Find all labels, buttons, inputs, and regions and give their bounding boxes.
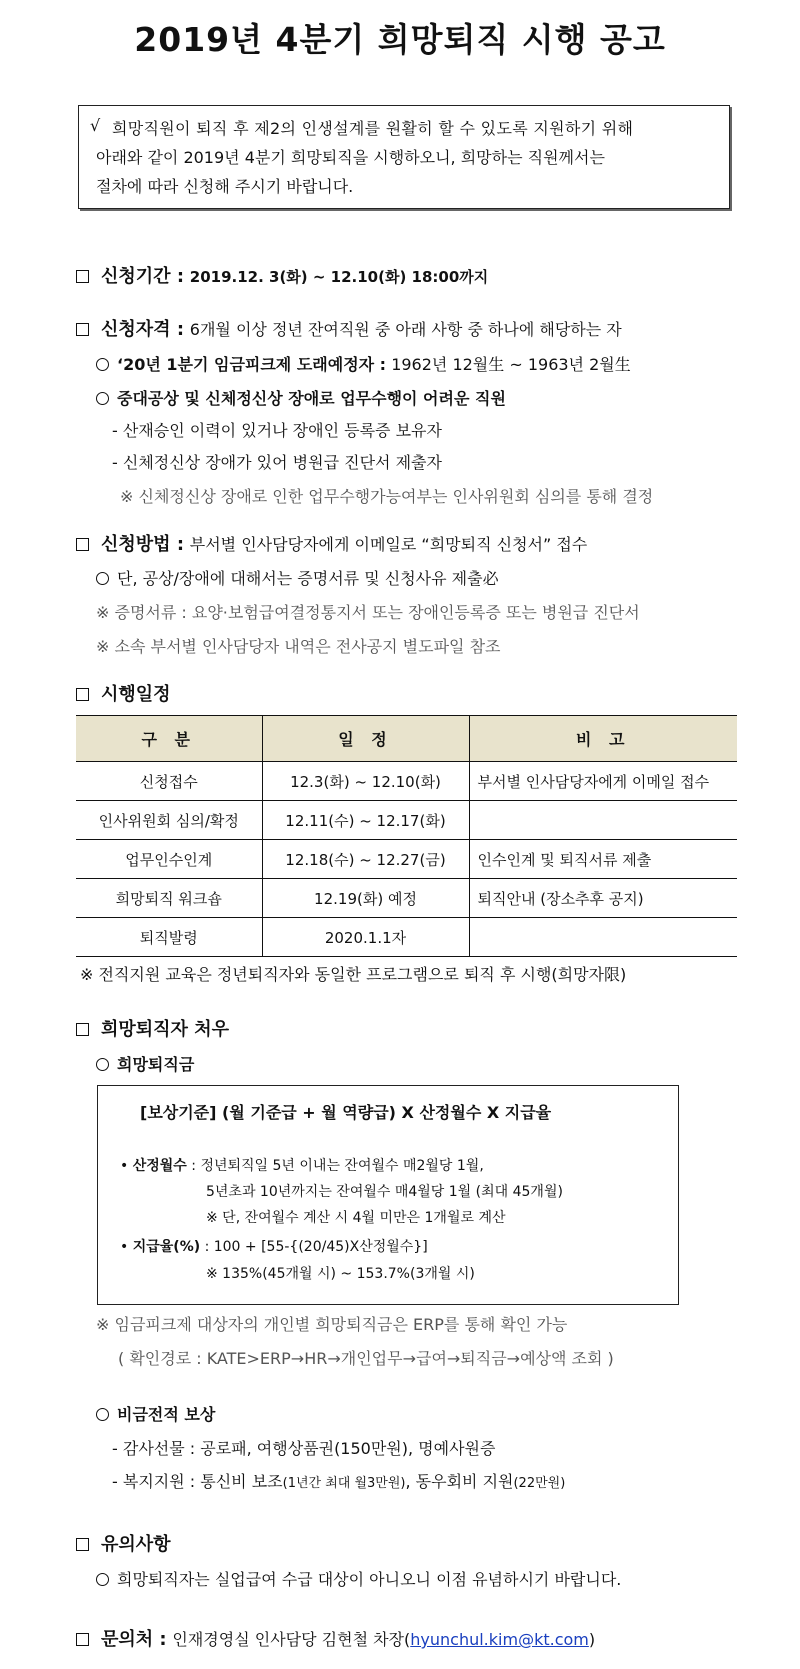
caution-label: 유의사항 [101, 1534, 171, 1555]
cell-category: 희망퇴직 워크숍 [76, 879, 262, 918]
method-section [76, 530, 587, 556]
cell-remark [469, 918, 737, 957]
schedule-note: ※ 전직지원 교육은 정년퇴직자와 동일한 프로그램으로 퇴직 후 시행(희망자限) [80, 965, 627, 984]
method-item-1 [96, 566, 499, 589]
severance-pay-heading [96, 1052, 194, 1075]
circle-bullet-icon [96, 392, 109, 405]
severance-pay-label: 희망퇴직금 [117, 1055, 195, 1074]
checkbox-square-icon [76, 1538, 89, 1551]
schedule-table [76, 715, 737, 957]
method-value: 부서별 인사담당자에게 이메일로 “희망퇴직 신청서” 접수 [189, 535, 588, 554]
caution-section [76, 1530, 171, 1556]
method-note-2: ※ 소속 부서별 인사담당자 내역은 전사공지 별도파일 참조 [96, 637, 501, 656]
cell-date: 12.19(화) 예정 [262, 879, 469, 918]
eligibility-section [76, 315, 622, 341]
circle-bullet-icon [96, 1408, 109, 1421]
cell-date: 2020.1.1자 [262, 918, 469, 957]
table-row [76, 840, 737, 879]
cell-date: 12.18(수) ~ 12.27(금) [262, 840, 469, 879]
intro-check-mark: √ [90, 116, 101, 135]
contact-email-link[interactable]: hyunchul.kim@kt.com [410, 1630, 589, 1649]
column-header-category: 구 분 [76, 716, 262, 762]
benefits-section [76, 1015, 229, 1041]
cell-remark: 인수인계 및 퇴직서류 제출 [469, 840, 737, 879]
checkbox-square-icon [76, 688, 89, 701]
months-label: 산정월수 [132, 1158, 187, 1174]
nonmonetary-heading [96, 1402, 215, 1425]
nonmonetary-item-2-b: (1년간 최대 월3만원) [282, 1476, 406, 1491]
eligibility-note: ※ 신체정신상 장애로 인한 업무수행가능여부는 인사위원회 심의를 통해 결정 [120, 487, 654, 506]
caution-item-1-text: 희망퇴직자는 실업급여 수급 대상이 아니오니 이점 유념하시기 바랍니다. [117, 1570, 622, 1589]
nonmonetary-item-2-d: (22만원) [513, 1476, 566, 1491]
eligibility-item-2 [96, 386, 506, 409]
column-header-remarks: 비 고 [469, 716, 737, 762]
rate-label: 지급율(%) [132, 1239, 201, 1255]
contact-close: ) [588, 1630, 596, 1649]
eligibility-item-2-label: 중대공상 및 신체정신상 장애로 업무수행이 어려운 직원 [117, 389, 506, 408]
checkbox-square-icon [76, 1633, 89, 1646]
nonmonetary-item-2 [112, 1469, 565, 1492]
compensation-formula: [보상기준] (월 기준급 + 월 역량급) X 산정월수 X 지급율 [140, 1103, 552, 1122]
circle-bullet-icon [96, 572, 109, 585]
months-line-2: 5년초과 10년까지는 잔여월수 매4월당 1월 (최대 45개월) [206, 1184, 563, 1200]
contact-section [76, 1625, 595, 1651]
rate-line-1: • 지급율(%) : 100 + [55-{(20/45)X산정월수}] [120, 1239, 428, 1255]
cell-remark: 부서별 인사담당자에게 이메일 접수 [469, 762, 737, 801]
column-header-schedule: 일 정 [262, 716, 469, 762]
months-line-3: ※ 단, 잔여월수 계산 시 4월 미만은 1개월로 계산 [206, 1210, 506, 1226]
method-note-1: ※ 증명서류 : 요양·보험급여결정통지서 또는 장애인등록증 또는 병원급 진단서 [96, 603, 640, 622]
cell-remark [469, 801, 737, 840]
nonmonetary-item-1: - 감사선물 : 공로패, 여행상품권(150만원), 명예사원증 [112, 1439, 496, 1458]
schedule-label: 시행일정 [101, 684, 171, 705]
cell-date: 12.3(화) ~ 12.10(화) [262, 762, 469, 801]
intro-line-3: 절차에 따라 신청해 주시기 바랍니다. [96, 177, 354, 196]
table-row [76, 801, 737, 840]
cell-category: 업무인수인계 [76, 840, 262, 879]
eligibility-item-1-label: ‘20년 1분기 임금피크제 도래예정자 : [117, 355, 387, 374]
page-title: 2019년 4분기 희망퇴직 시행 공고 [134, 20, 666, 59]
table-row [76, 918, 737, 957]
benefits-note-1: ※ 임금피크제 대상자의 개인별 희망퇴직금은 ERP를 통해 확인 가능 [96, 1315, 568, 1334]
months-line-1: • 산정월수 : 정년퇴직일 5년 이내는 잔여월수 매2월당 1월, [120, 1158, 484, 1174]
circle-bullet-icon [96, 1573, 109, 1586]
contact-value: 인재경영실 인사담당 김현철 차장( [172, 1630, 411, 1649]
cell-category: 퇴직발령 [76, 918, 262, 957]
cell-category: 신청접수 [76, 762, 262, 801]
period-label: 신청기간 : [101, 266, 185, 287]
benefits-note-2: ( 확인경로 : KATE>ERP→HR→개인업무→급여→퇴직금→예상액 조회 ) [118, 1349, 614, 1368]
cell-remark: 퇴직안내 (장소추후 공지) [469, 879, 737, 918]
checkbox-square-icon [76, 538, 89, 551]
circle-bullet-icon [96, 358, 109, 371]
eligibility-item-1 [96, 352, 631, 375]
benefits-label: 희망퇴직자 처우 [101, 1019, 229, 1040]
eligibility-sub-1: - 산재승인 이력이 있거나 장애인 등록증 보유자 [112, 421, 442, 440]
intro-line-1: 희망직원이 퇴직 후 제2의 인생설계를 원활히 할 수 있도록 지원하기 위해 [112, 119, 634, 138]
period-value: 2019.12. 3(화) ~ 12.10(화) 18:00까지 [189, 268, 489, 286]
months-line-1-text: : 정년퇴직일 5년 이내는 잔여월수 매2월당 1월, [191, 1158, 484, 1174]
circle-bullet-icon [96, 1058, 109, 1071]
period-section [76, 262, 488, 288]
rate-line-2: ※ 135%(45개월 시) ~ 153.7%(3개월 시) [206, 1266, 475, 1282]
nonmonetary-label: 비금전적 보상 [117, 1405, 216, 1424]
method-label: 신청방법 : [101, 534, 185, 555]
eligibility-item-1-value: 1962년 12월生 ~ 1963년 2월生 [391, 355, 631, 374]
table-row [76, 879, 737, 918]
eligibility-label: 신청자격 : [101, 319, 185, 340]
nonmonetary-item-2-c: , 동우회비 지원 [405, 1472, 514, 1491]
checkbox-square-icon [76, 1023, 89, 1036]
table-row [76, 762, 737, 801]
table-header-row [76, 716, 737, 762]
method-item-1-text: 단, 공상/장애에 대해서는 증명서류 및 신청사유 제출必 [117, 569, 499, 588]
caution-item-1 [96, 1567, 621, 1590]
checkbox-square-icon [76, 323, 89, 336]
intro-line-2: 아래와 같이 2019년 4분기 희망퇴직을 시행하오니, 희망하는 직원께서는 [96, 148, 605, 167]
cell-date: 12.11(수) ~ 12.17(화) [262, 801, 469, 840]
cell-category: 인사위원회 심의/확정 [76, 801, 262, 840]
eligibility-value: 6개월 이상 정년 잔여직원 중 아래 사항 중 하나에 해당하는 자 [189, 320, 622, 339]
contact-label: 문의처 : [101, 1629, 167, 1650]
nonmonetary-item-2-a: - 복지지원 : 통신비 보조 [112, 1472, 283, 1491]
rate-line-1-text: : 100 + [55-{(20/45)X산정월수}] [204, 1239, 428, 1255]
eligibility-sub-2: - 신체정신상 장애가 있어 병원급 진단서 제출자 [112, 453, 442, 472]
schedule-section [76, 680, 171, 706]
checkbox-square-icon [76, 270, 89, 283]
